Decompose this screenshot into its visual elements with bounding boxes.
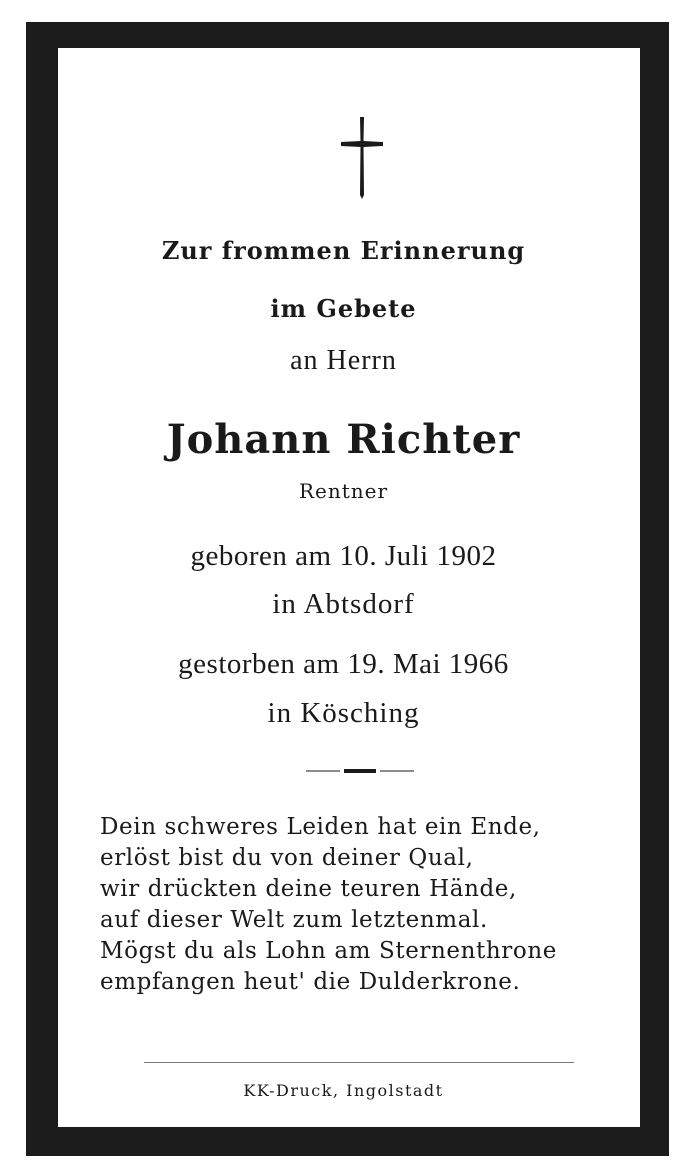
birth-place: in Abtsdorf: [272, 588, 415, 620]
poem-line: auf dieser Welt zum letztenmal.: [100, 907, 488, 933]
footer-divider: [144, 1062, 574, 1063]
poem-line: erlöst bist du von deiner Qual,: [100, 845, 474, 871]
poem-line: empfangen heut' die Dulderkrone.: [100, 969, 521, 995]
divider-ornament: [306, 768, 414, 774]
deceased-name: Johann Richter: [166, 416, 521, 463]
addressee-line: an Herrn: [290, 345, 397, 376]
poem-line: Mögst du als Lohn am Sternenthrone: [100, 938, 557, 964]
death-date: gestorben am 19. Mai 1966: [178, 648, 509, 680]
death-place: in Kösching: [267, 697, 420, 729]
remembrance-line: Zur frommen Erinnerung: [161, 236, 526, 265]
poem: [100, 812, 600, 998]
poem-line: Dein schweres Leiden hat ein Ende,: [100, 814, 541, 840]
printer-credit: KK-Druck, Ingolstadt: [243, 1081, 444, 1100]
cross-icon: [339, 115, 385, 199]
birth-date: geboren am 10. Juli 1902: [190, 540, 497, 572]
poem-line: wir drückten deine teuren Hände,: [100, 876, 517, 902]
prayer-line: im Gebete: [270, 294, 417, 323]
occupation: Rentner: [298, 479, 389, 503]
